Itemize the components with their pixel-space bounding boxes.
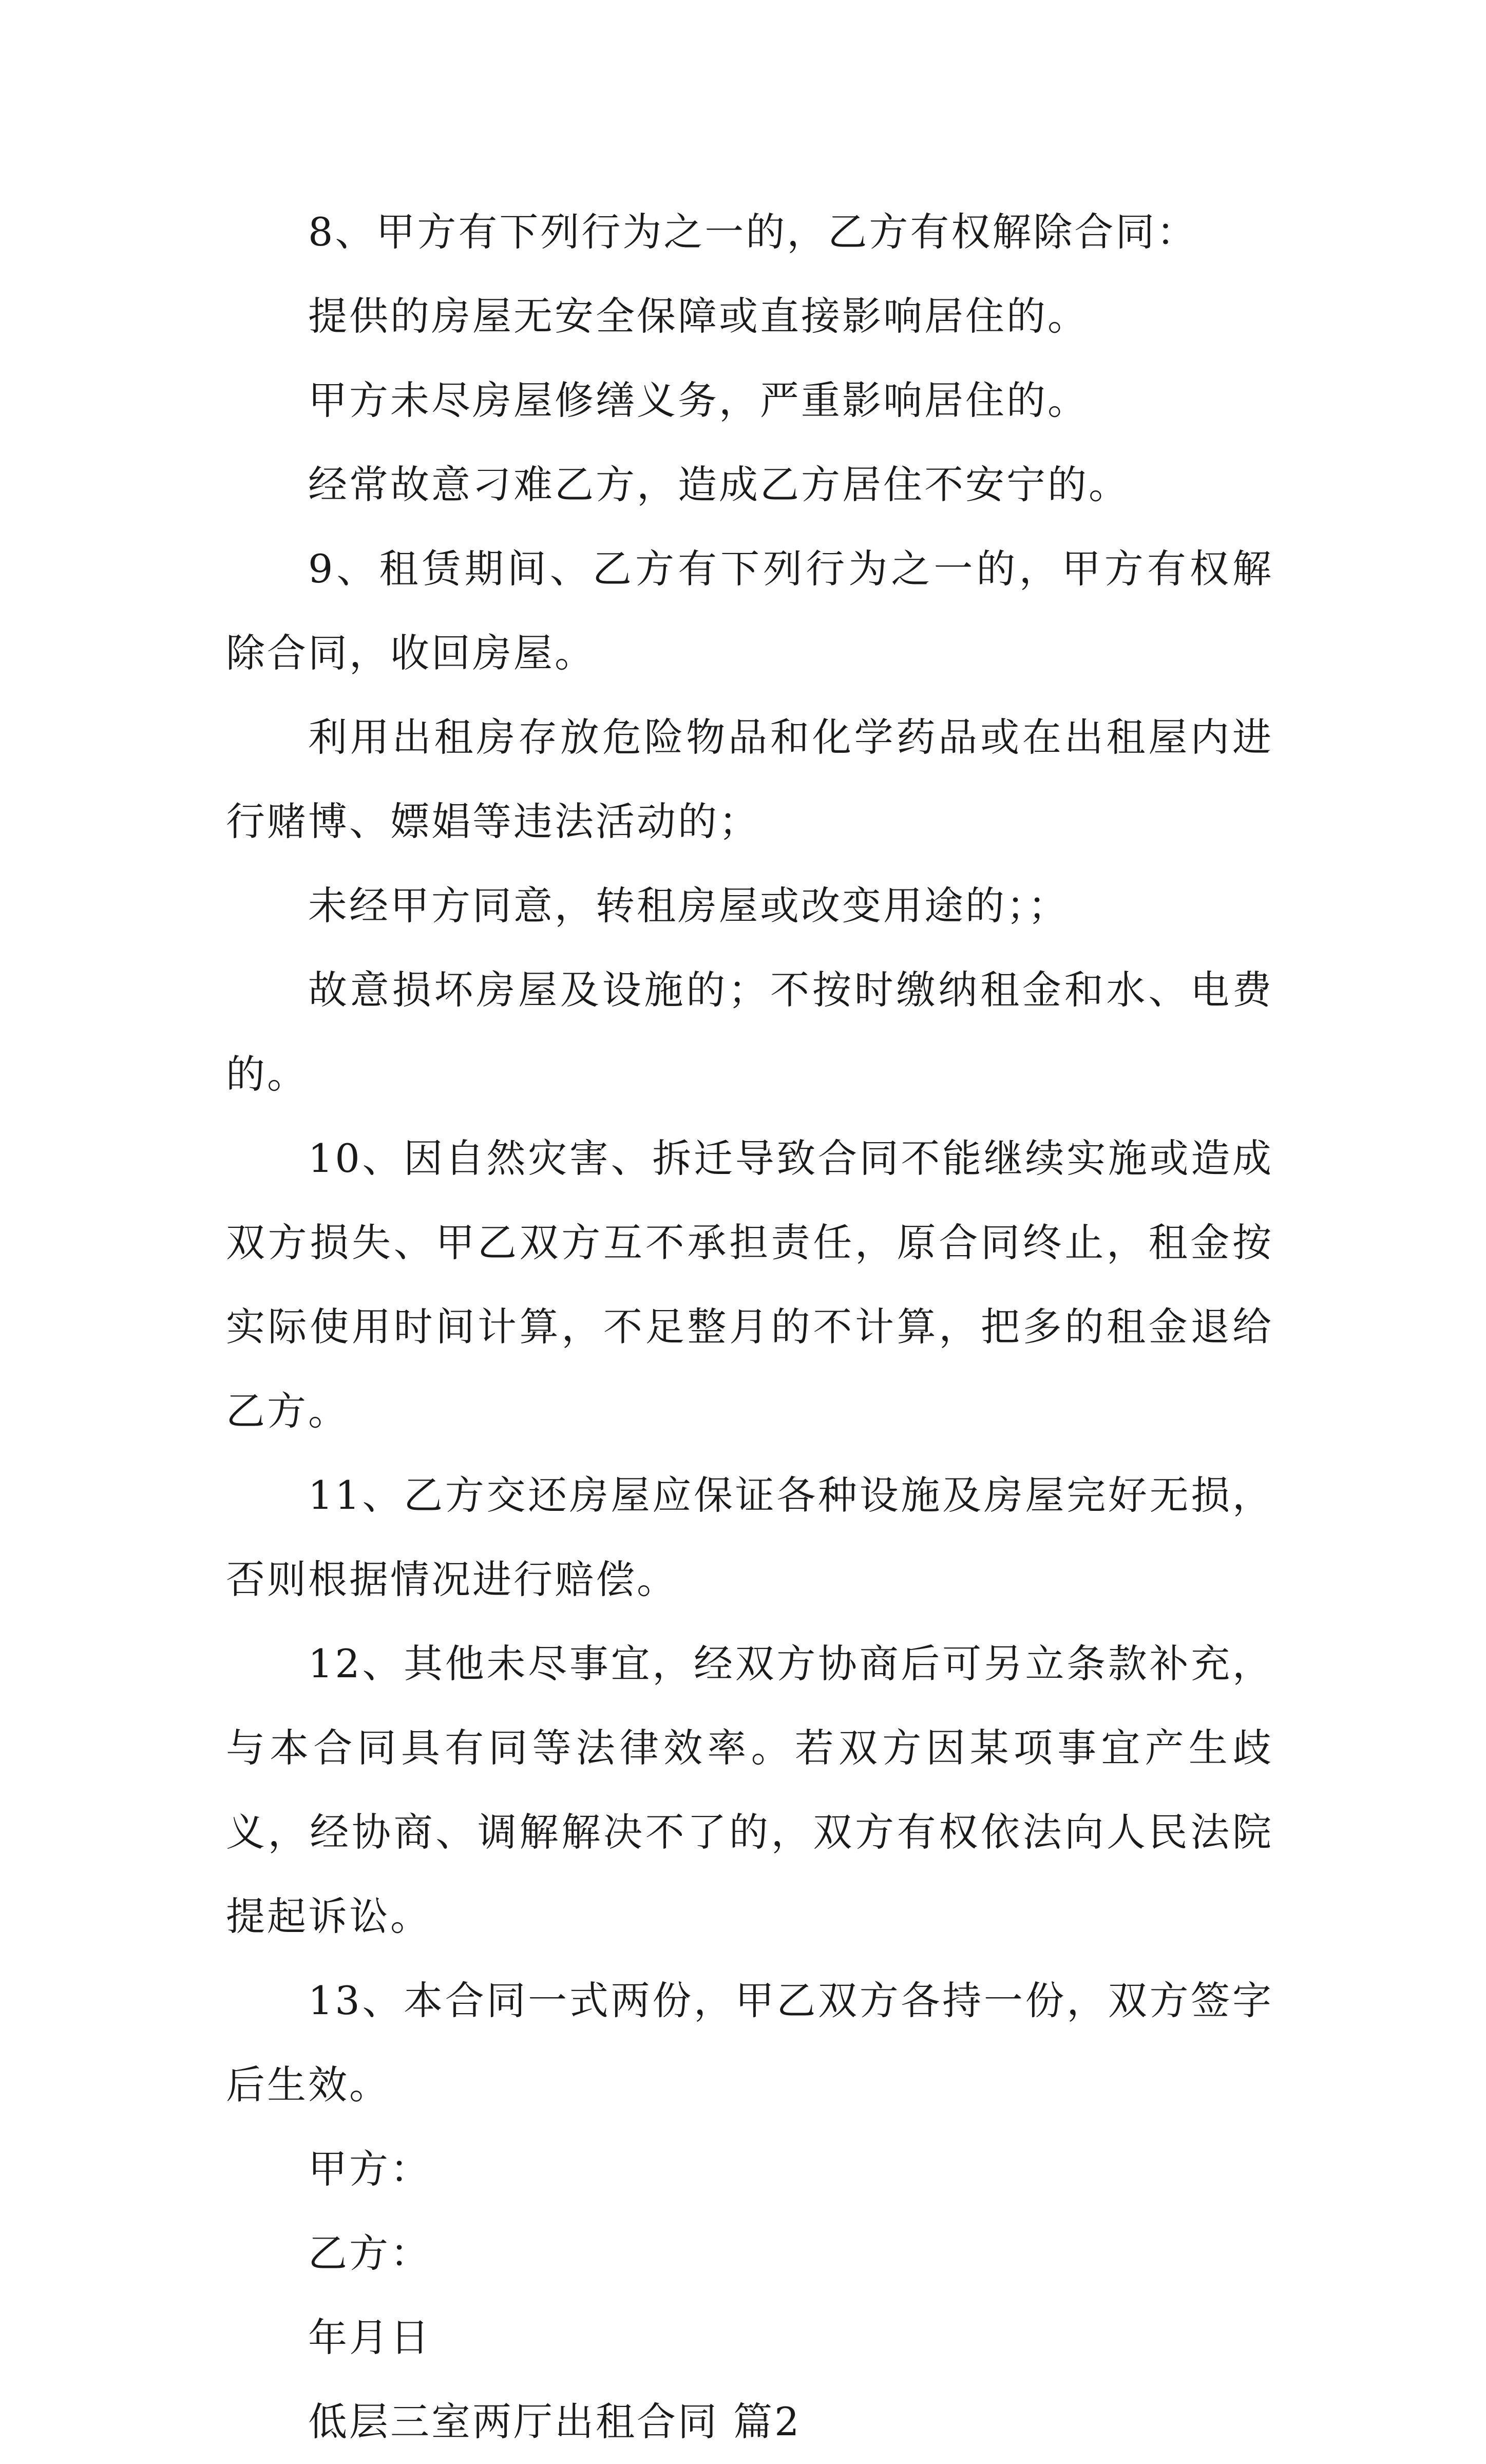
clause-8-item-2: 甲方未尽房屋修缮义务，严重影响居住的。 xyxy=(308,377,1089,423)
date-line: 年月日 xyxy=(308,2315,431,2360)
clause-8-item-3: 经常故意刁难乙方，造成乙方居住不安宁的。 xyxy=(308,462,1130,507)
section-title: 低层三室两厅出租合同 篇2 xyxy=(308,2399,802,2444)
clause-8-item-1: 提供的房屋无安全保障或直接影响居住的。 xyxy=(308,293,1089,339)
clause-9-item-1: 利用出租房存放危险物品和化学药品或在出租屋内进行赌博、嫖娼等违法活动的； xyxy=(226,714,1273,844)
clause-11: 11、乙方交还房屋应保证各种设施及房屋完好无损，否则根据情况进行赔偿。 xyxy=(226,1472,1273,1602)
clause-8-heading: 8、甲方有下列行为之一的，乙方有权解除合同： xyxy=(308,209,1198,255)
party-b-signature-line: 乙方： xyxy=(308,2230,431,2276)
document-body xyxy=(226,190,1273,2464)
clause-13: 13、本合同一式两份，甲乙双方各持一份，双方签字后生效。 xyxy=(226,1978,1273,2108)
clause-9-item-2: 未经甲方同意，转租房屋或改变用途的；； xyxy=(308,883,1069,928)
clause-9-item-3: 故意损坏房屋及设施的；不按时缴纳租金和水、电费的。 xyxy=(226,967,1273,1097)
party-a-signature-line: 甲方： xyxy=(308,2146,431,2192)
clause-10: 10、因自然灾害、拆迁导致合同不能继续实施或造成双方损失、甲乙双方互不承担责任，原合同终止，租金按实际使用时间计算，不足整月的不计算，把多的租金退给乙方。 xyxy=(226,1135,1273,1434)
clause-12: 12、其他未尽事宜，经双方协商后可另立条款补充，与本合同具有同等法律效率。若双方因某项事宜产生歧义，经协商、调解解决不了的，双方有权依法向人民法院提起诉讼。 xyxy=(226,1641,1273,1939)
clause-9-heading: 9、租赁期间、乙方有下列行为之一的，甲方有权解除合同，收回房屋。 xyxy=(226,546,1273,676)
